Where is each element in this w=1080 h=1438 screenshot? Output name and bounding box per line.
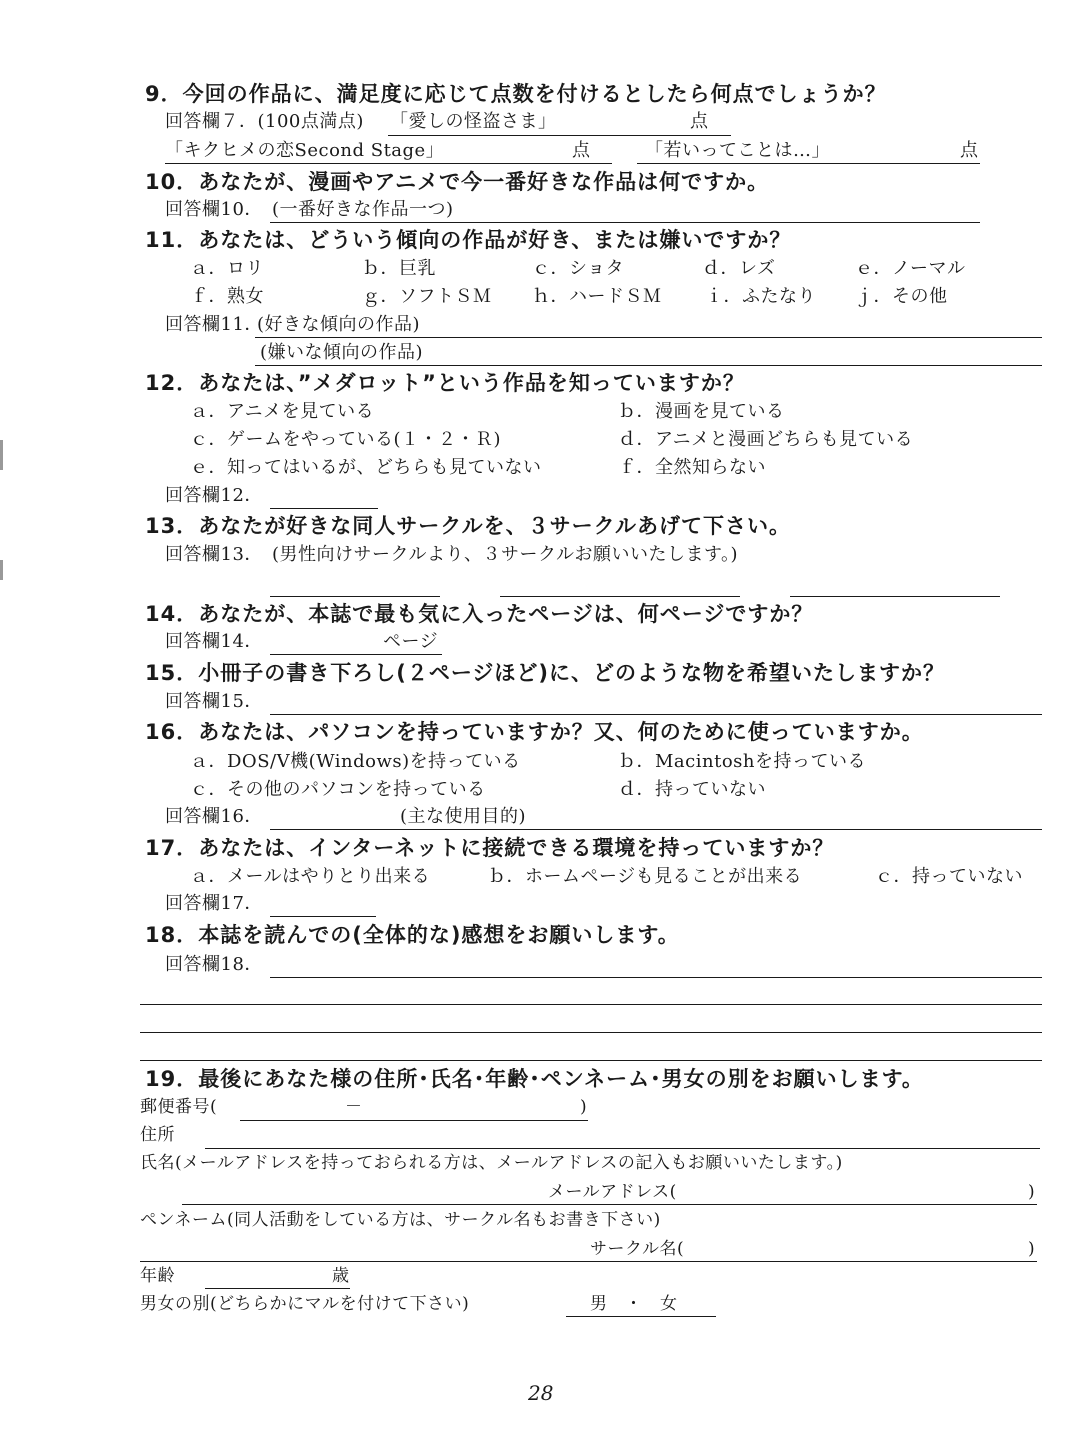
- question-14-title: 14．あなたが、本誌で最も気に入ったページは、何ページですか？: [145, 602, 814, 626]
- page-unit: ページ: [383, 631, 439, 652]
- option-11g[interactable]: ｇ．ソフトＳＭ: [362, 286, 492, 307]
- penname-label: ペンネーム(同人活動をしている方は、サークル名もお書き下さい): [140, 1210, 661, 1230]
- email-label: メールアドレス(: [548, 1182, 677, 1202]
- answer-label-12: 回答欄12．: [165, 485, 263, 506]
- point-unit: 点: [690, 111, 709, 132]
- age-label: 年齢: [140, 1266, 175, 1286]
- answer-label-17: 回答欄17．: [165, 893, 263, 914]
- answer-field-18-line-4[interactable]: [140, 1060, 1042, 1061]
- option-11e[interactable]: ｅ．ノーマル: [855, 258, 966, 279]
- postal-code-close: ): [580, 1097, 588, 1117]
- option-12e[interactable]: ｅ．知ってはいるが、どちらも見ていない: [190, 457, 542, 478]
- answer-label-7: 回答欄７．(100点満点): [165, 111, 364, 132]
- answer-field-15[interactable]: [270, 714, 1042, 715]
- question-15-title: 15．小冊子の書き下ろし(２ページほど)に、どのような物を希望いたしますか？: [145, 661, 945, 685]
- question-17-title: 17．あなたは、インターネットに接続できる環境を持っていますか？: [145, 836, 835, 860]
- like-hint-11: (好きな傾向の作品): [257, 314, 421, 335]
- option-12c[interactable]: ｃ．ゲームをやっている(１・２・Ｒ): [190, 429, 502, 450]
- answer-label-18: 回答欄18．: [165, 954, 263, 975]
- dislike-hint-11: (嫌いな傾向の作品): [260, 342, 424, 363]
- option-11j[interactable]: ｊ．その他: [855, 286, 948, 307]
- answer-hint-10: (一番好きな作品一つ): [272, 199, 454, 220]
- answer-label-11: 回答欄11．: [165, 314, 263, 335]
- address-label: 住所: [140, 1125, 175, 1145]
- age-unit: 歳: [332, 1266, 350, 1286]
- option-11a[interactable]: ａ．ロリ: [190, 258, 264, 279]
- postal-code-field[interactable]: [240, 1120, 588, 1121]
- circle-name-label: サークル名(: [590, 1239, 685, 1259]
- score-field-1[interactable]: [388, 135, 731, 136]
- point-unit: 点: [960, 140, 979, 161]
- question-16-title: 16．あなたは、パソコンを持っていますか？又、何のために使っていますか。: [145, 720, 924, 744]
- option-11i[interactable]: ｉ．ふたなり: [705, 286, 816, 307]
- option-11h[interactable]: ｈ．ハードＳＭ: [532, 286, 662, 307]
- answer-field-18-line-2[interactable]: [140, 1004, 1042, 1005]
- option-12f[interactable]: ｆ．全然知らない: [618, 457, 766, 478]
- penname-circle-field[interactable]: [140, 1261, 1037, 1262]
- postal-code-label: 郵便番号(: [140, 1097, 218, 1117]
- gender-field[interactable]: [566, 1316, 716, 1317]
- page-number: 28: [528, 1381, 554, 1405]
- circle-field-2[interactable]: [500, 596, 740, 597]
- option-12d[interactable]: ｄ．アニメと漫画どちらも見ている: [618, 429, 914, 450]
- like-field-11[interactable]: [255, 337, 1042, 338]
- gender-options[interactable]: 男 ・ 女: [590, 1294, 678, 1314]
- answer-hint-13: (男性向けサークルより、３サークルお願いいたします。): [272, 544, 739, 565]
- option-11c[interactable]: ｃ．ショタ: [532, 258, 625, 279]
- answer-label-13: 回答欄13．: [165, 544, 263, 565]
- answer-field-14[interactable]: [270, 654, 442, 655]
- question-9-title: 9．今回の作品に、満足度に応じて点数を付けるとしたら何点でしょうか？: [145, 82, 887, 106]
- question-12-title: 12．あなたは、”メダロット”という作品を知っていますか？: [145, 371, 745, 395]
- option-17c[interactable]: ｃ．持っていない: [875, 866, 1023, 887]
- scan-edge-mark: [0, 560, 3, 580]
- point-unit: 点: [572, 140, 591, 161]
- question-19-title: 19．最後にあなた様の住所･氏名･年齢･ペンネーム･男女の別をお願いします。: [145, 1067, 924, 1091]
- question-18-title: 18．本誌を読んでの(全体的な)感想をお願いします。: [145, 923, 680, 947]
- name-label: 氏名(メールアドレスを持っておられる方は、メールアドレスの記入もお願いいたします。): [140, 1153, 843, 1173]
- score-field-3[interactable]: [637, 163, 980, 164]
- answer-field-18-line-3[interactable]: [140, 1032, 1042, 1033]
- answer-label-16: 回答欄16．: [165, 806, 263, 827]
- postal-code-dash: －: [345, 1097, 363, 1117]
- age-field[interactable]: [205, 1288, 350, 1289]
- answer-label-14: 回答欄14．: [165, 631, 263, 652]
- answer-field-18-line-1[interactable]: [270, 977, 1042, 978]
- name-email-field[interactable]: [182, 1204, 1037, 1205]
- circle-name-close: ): [1028, 1239, 1036, 1259]
- question-11-title: 11．あなたは、どういう傾向の作品が好き、または嫌いですか？: [145, 228, 792, 252]
- answer-field-16[interactable]: [270, 829, 1042, 830]
- work-title-1: 「愛しの怪盗さま」: [390, 111, 557, 132]
- option-12a[interactable]: ａ．アニメを見ている: [190, 401, 375, 422]
- email-close: ): [1028, 1182, 1036, 1202]
- option-17b[interactable]: ｂ．ホームページも見ることが出来る: [488, 866, 803, 887]
- option-16c[interactable]: ｃ．その他のパソコンを持っている: [190, 779, 486, 800]
- address-field[interactable]: [205, 1148, 1040, 1149]
- score-field-2[interactable]: [165, 163, 612, 164]
- option-11d[interactable]: ｄ．レズ: [702, 258, 776, 279]
- work-title-2: 「キクヒメの恋Second Stage」: [165, 140, 445, 161]
- option-11f[interactable]: ｆ．熟女: [190, 286, 264, 307]
- gender-label: 男女の別(どちらかにマルを付けて下さい): [140, 1294, 470, 1314]
- option-16b[interactable]: ｂ．Macintoshを持っている: [618, 751, 866, 772]
- dislike-field-11[interactable]: [255, 365, 1042, 366]
- question-13-title: 13．あなたが好きな同人サークルを、３サークルあげて下さい。: [145, 514, 791, 538]
- option-11b[interactable]: ｂ．巨乳: [362, 258, 436, 279]
- answer-field-12[interactable]: [270, 508, 378, 509]
- circle-field-3[interactable]: [790, 596, 1000, 597]
- answer-label-15: 回答欄15．: [165, 691, 263, 712]
- question-10-title: 10．あなたが、漫画やアニメで今一番好きな作品は何ですか。: [145, 170, 770, 194]
- option-16d[interactable]: ｄ．持っていない: [618, 779, 766, 800]
- work-title-3: 「若いってことは…」: [645, 140, 830, 161]
- option-12b[interactable]: ｂ．漫画を見ている: [618, 401, 785, 422]
- option-17a[interactable]: ａ．メールはやりとり出来る: [190, 866, 431, 887]
- answer-hint-16: (主な使用目的): [400, 806, 527, 827]
- scan-edge-mark: [0, 440, 3, 470]
- answer-label-10: 回答欄10．: [165, 199, 263, 220]
- circle-field-1[interactable]: [270, 596, 440, 597]
- answer-field-17[interactable]: [270, 916, 376, 917]
- answer-field-10[interactable]: [270, 222, 980, 223]
- option-16a[interactable]: ａ．DOS/V機(Windows)を持っている: [190, 751, 521, 772]
